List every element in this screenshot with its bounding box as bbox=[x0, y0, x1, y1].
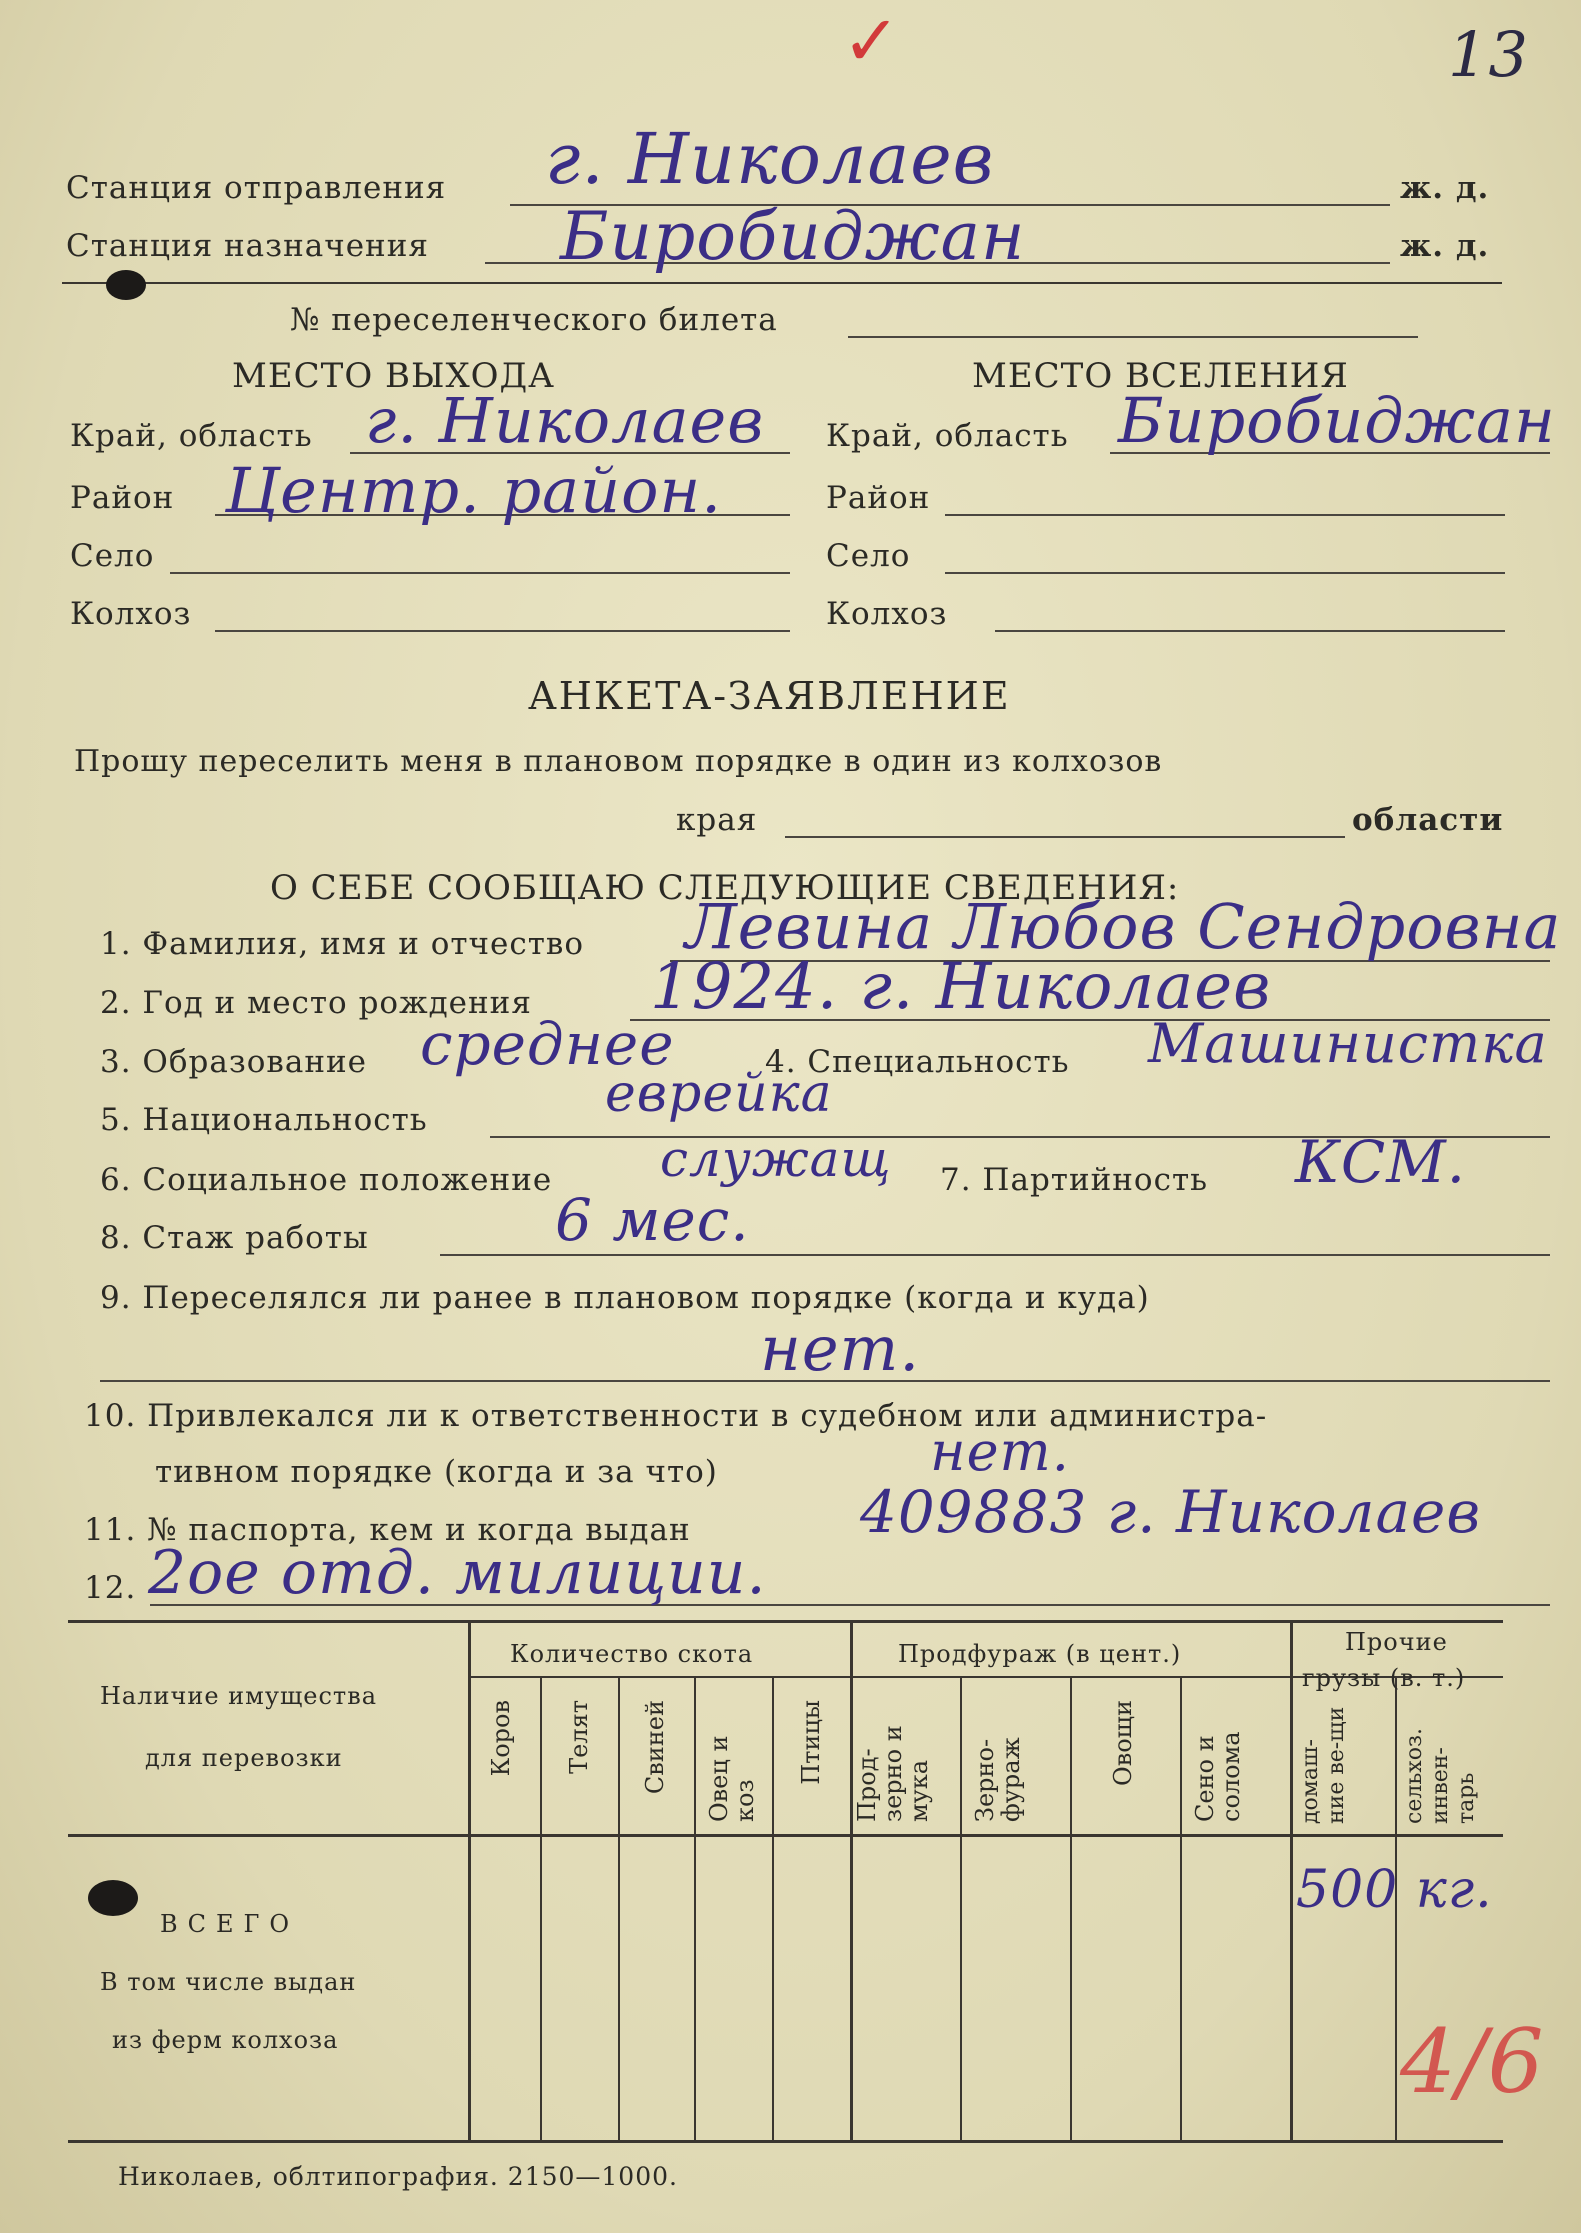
col-cows: Коров bbox=[487, 1700, 515, 1777]
table-vline bbox=[850, 1620, 853, 2140]
total-value: 500 кг. bbox=[1296, 1860, 1493, 1920]
red-mark: 4/6 bbox=[1400, 2010, 1545, 2113]
request-oblasti: области bbox=[1352, 802, 1504, 838]
item-10-value: нет. bbox=[930, 1420, 1070, 1483]
item-10-label-a: 10. Привлекался ли к ответственности в судебном или администра- bbox=[84, 1398, 1268, 1434]
table-bottom-rule bbox=[68, 2140, 1503, 2143]
ticket-label: № переселенческого билета bbox=[290, 302, 778, 338]
item-12-value: 2ое отд. милиции. bbox=[148, 1538, 767, 1608]
origin-village-label: Село bbox=[70, 538, 155, 574]
item-8-label: 8. Стаж работы bbox=[100, 1220, 369, 1256]
origin-village-line bbox=[170, 572, 790, 574]
table-vline bbox=[1070, 1676, 1072, 2140]
item-11-label: 11. № паспорта, кем и когда выдан bbox=[84, 1512, 691, 1548]
origin-kolkhoz-label: Колхоз bbox=[70, 596, 192, 632]
item-10-label-b: тивном порядке (когда и за что) bbox=[155, 1454, 718, 1490]
station-to-label: Станция назначения bbox=[66, 228, 429, 264]
check-mark: ✓ bbox=[842, 0, 902, 82]
item-3-label: 3. Образование bbox=[100, 1044, 368, 1080]
dest-village-line bbox=[945, 572, 1505, 574]
item-4-label: 4. Специальность bbox=[765, 1044, 1070, 1080]
col-hay-straw: Сено и солома bbox=[1191, 1731, 1245, 1822]
request-kraya: края bbox=[676, 802, 758, 838]
station-from-value: г. Николаев bbox=[545, 118, 995, 200]
footer-print: Николаев, облтипография. 2150—1000. bbox=[118, 2162, 678, 2191]
ink-blot bbox=[88, 1880, 138, 1916]
table-vline bbox=[694, 1676, 696, 2140]
rail-abbr-2: ж. д. bbox=[1400, 228, 1490, 264]
page-number: 13 bbox=[1448, 18, 1529, 91]
table-vline bbox=[618, 1676, 620, 2140]
table-vline bbox=[1290, 1620, 1293, 2140]
dest-kolkhoz-label: Колхоз bbox=[826, 596, 948, 632]
table-vline bbox=[772, 1676, 774, 2140]
item-1-value: Левина Любов Сендровна bbox=[685, 890, 1562, 963]
col-grain-fodder: Зерно-фураж bbox=[971, 1737, 1025, 1822]
group-fodder: Продфураж (в цент.) bbox=[898, 1640, 1182, 1668]
item-3-value: среднее bbox=[420, 1010, 675, 1078]
form-title: АНКЕТА-ЗАЯВЛЕНИЕ bbox=[528, 674, 1011, 718]
col-farm-tools: сельхоз. инвен-тарь bbox=[1402, 1728, 1479, 1824]
table-vline bbox=[540, 1676, 542, 2140]
col-grain-flour: Прод-зерно и мука bbox=[853, 1725, 933, 1822]
station-to-value: Биробиджан bbox=[560, 198, 1026, 275]
item-12-label: 12. bbox=[84, 1570, 137, 1606]
group-other-b: грузы (в. т.) bbox=[1302, 1664, 1466, 1692]
item-11-value: 409883 г. Николаев bbox=[860, 1478, 1482, 1546]
col-vegetables: Овощи bbox=[1109, 1700, 1137, 1786]
origin-region-label: Край, область bbox=[70, 418, 313, 454]
ink-blot bbox=[106, 270, 146, 300]
item-4-value: Машинистка bbox=[1148, 1012, 1548, 1075]
origin-district-value: Центр. район. bbox=[225, 454, 722, 527]
table-row-header-b: для перевозки bbox=[145, 1744, 343, 1772]
table-row-header-a: Наличие имущества bbox=[100, 1682, 378, 1710]
about-heading: О СЕБЕ СООБЩАЮ СЛЕДУЮЩИЕ СВЕДЕНИЯ: bbox=[270, 868, 1180, 908]
col-poultry: Птицы bbox=[797, 1700, 825, 1785]
item-7-label: 7. Партийность bbox=[940, 1162, 1208, 1198]
station-from-label: Станция отправления bbox=[66, 170, 447, 206]
group-other-a: Прочие bbox=[1345, 1628, 1448, 1656]
origin-heading: МЕСТО ВЫХОДА bbox=[232, 356, 555, 396]
total-label: ВСЕГО bbox=[160, 1910, 300, 1938]
item-9-value: нет. bbox=[760, 1312, 921, 1385]
item-5-value: еврейка bbox=[605, 1064, 833, 1124]
item-6-value: служащ bbox=[660, 1130, 892, 1188]
col-calves: Телят bbox=[565, 1700, 593, 1774]
dest-kolkhoz-line bbox=[995, 630, 1505, 632]
incl-label-b: из ферм колхоза bbox=[112, 2026, 339, 2054]
dest-district-label: Район bbox=[826, 480, 931, 516]
table-top-rule bbox=[68, 1620, 1503, 1623]
origin-district-label: Район bbox=[70, 480, 175, 516]
dest-region-value: Биробиджан bbox=[1118, 384, 1556, 457]
item-7-value: КСМ. bbox=[1295, 1128, 1467, 1196]
request-line1: Прошу переселить меня в плановом порядке в один из колхозов bbox=[74, 744, 1163, 779]
col-pigs: Свиней bbox=[641, 1700, 669, 1795]
item-1-label: 1. Фамилия, имя и отчество bbox=[100, 926, 585, 962]
item-6-label: 6. Социальное положение bbox=[100, 1162, 553, 1198]
col-sheep: Овец и коз bbox=[705, 1735, 759, 1822]
request-line bbox=[785, 836, 1345, 838]
dest-village-label: Село bbox=[826, 538, 911, 574]
table-vline bbox=[468, 1620, 471, 2140]
item-2-value: 1924. г. Николаев bbox=[650, 950, 1272, 1024]
origin-kolkhoz-line bbox=[215, 630, 790, 632]
origin-region-value: г. Николаев bbox=[365, 384, 765, 457]
destination-heading: МЕСТО ВСЕЛЕНИЯ bbox=[972, 356, 1349, 396]
col-household: домаш-ние ве-щи bbox=[1298, 1706, 1349, 1824]
ticket-line bbox=[848, 336, 1418, 338]
dest-region-label: Край, область bbox=[826, 418, 1069, 454]
item-8-value: 6 мес. bbox=[555, 1186, 750, 1254]
table-header-rule bbox=[68, 1834, 1503, 1837]
group-livestock: Количество скота bbox=[510, 1640, 754, 1668]
item-5-label: 5. Национальность bbox=[100, 1102, 428, 1138]
item-2-label: 2. Год и место рождения bbox=[100, 985, 532, 1021]
rail-abbr-1: ж. д. bbox=[1400, 170, 1490, 206]
incl-label-a: В том числе выдан bbox=[100, 1968, 357, 1996]
header-rule bbox=[62, 282, 1502, 284]
dest-district-line bbox=[945, 514, 1505, 516]
item-9-label: 9. Переселялся ли ранее в плановом порядке (когда и куда) bbox=[100, 1280, 1150, 1316]
table-vline bbox=[960, 1676, 962, 2140]
table-vline bbox=[1180, 1676, 1182, 2140]
item-8-line bbox=[440, 1254, 1550, 1256]
